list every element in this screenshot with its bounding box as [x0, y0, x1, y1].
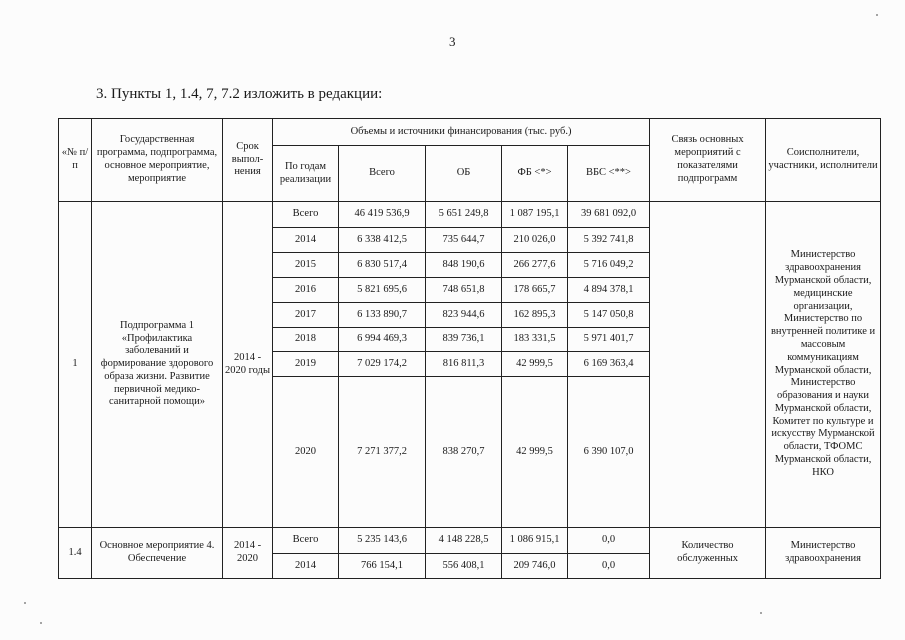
row1-fb: 42 999,5: [502, 377, 568, 528]
header-link: Связь основных мероприятий с показателями подпрограмм: [650, 119, 766, 202]
row1-year: 2014: [273, 228, 339, 253]
row1-vbs: 4 894 378,1: [568, 278, 650, 303]
row14-total: 5 235 143,6: [339, 528, 426, 554]
row14-num: 1.4: [59, 528, 92, 579]
row1-total: 7 271 377,2: [339, 377, 426, 528]
row1-total: 5 821 695,6: [339, 278, 426, 303]
row14-fb: 1 086 915,1: [502, 528, 568, 554]
row14-vbs: 0,0: [568, 554, 650, 579]
header-by-years: По годам реализации: [273, 146, 339, 202]
row1-coexec: Министерство здравоохранения Мурманской области, медицинские организации, Министерство по внутренней политике и массовым коммуникациям Мурманской области, Министерство образования и науки Мурманской области, Комитет по культуре и искусству Мурманской области, ТФОМС Мурманской области, НКО: [766, 202, 881, 528]
row1-year: 2020: [273, 377, 339, 528]
row1-fb: 210 026,0: [502, 228, 568, 253]
row1-ob: 735 644,7: [426, 228, 502, 253]
row1-fb: 178 665,7: [502, 278, 568, 303]
funding-table: [58, 118, 881, 579]
row14-year: 2014: [273, 554, 339, 579]
scan-speck: [876, 14, 878, 16]
row1-link: [650, 202, 766, 528]
row14-total: 766 154,1: [339, 554, 426, 579]
row1-vbs: 39 681 092,0: [568, 202, 650, 228]
row1-vbs: 6 169 363,4: [568, 352, 650, 377]
header-ob: ОБ: [426, 146, 502, 202]
row1-vbs: 5 392 741,8: [568, 228, 650, 253]
header-term: Срок выпол-нения: [223, 119, 273, 202]
row1-vbs: 5 147 050,8: [568, 303, 650, 328]
row14-year: Всего: [273, 528, 339, 554]
row1-term: 2014 - 2020 годы: [223, 202, 273, 528]
row14-vbs: 0,0: [568, 528, 650, 554]
row14-coexec: Министерство здравоохранения: [766, 528, 881, 579]
row1-fb: 1 087 195,1: [502, 202, 568, 228]
row1-total: 46 419 536,9: [339, 202, 426, 228]
header-fb: ФБ <*>: [502, 146, 568, 202]
row14-link: Количество обслуженных: [650, 528, 766, 579]
row1-ob: 838 270,7: [426, 377, 502, 528]
row1-year: 2015: [273, 253, 339, 278]
row14-ob: 556 408,1: [426, 554, 502, 579]
row1-total: 7 029 174,2: [339, 352, 426, 377]
row1-ob: 5 651 249,8: [426, 202, 502, 228]
row1-vbs: 6 390 107,0: [568, 377, 650, 528]
table-row: [59, 202, 881, 228]
row1-fb: 266 277,6: [502, 253, 568, 278]
header-total: Всего: [339, 146, 426, 202]
header-funding: Объемы и источники финансирования (тыс. руб.): [273, 119, 650, 146]
header-program: Государственная программа, подпрограмма, основное мероприятие, мероприятие: [92, 119, 223, 202]
scan-speck: [40, 622, 42, 624]
row1-ob: 823 944,6: [426, 303, 502, 328]
row1-ob: 848 190,6: [426, 253, 502, 278]
row1-total: 6 830 517,4: [339, 253, 426, 278]
row1-vbs: 5 971 401,7: [568, 328, 650, 352]
row1-vbs: 5 716 049,2: [568, 253, 650, 278]
table-row: [59, 528, 881, 554]
section-heading: 3. Пункты 1, 1.4, 7, 7.2 изложить в редакции:: [96, 86, 383, 102]
row1-total: 6 338 412,5: [339, 228, 426, 253]
scan-speck: [760, 612, 762, 614]
row1-fb: 162 895,3: [502, 303, 568, 328]
row1-ob: 748 651,8: [426, 278, 502, 303]
header-vbs: ВБС <**>: [568, 146, 650, 202]
row1-year: 2016: [273, 278, 339, 303]
row14-program: Основное мероприятие 4. Обеспечение: [92, 528, 223, 579]
row1-year: Всего: [273, 202, 339, 228]
page-number: 3: [449, 34, 456, 49]
row1-fb: 183 331,5: [502, 328, 568, 352]
row1-ob: 839 736,1: [426, 328, 502, 352]
header-num: «№ п/п: [59, 119, 92, 202]
row1-year: 2019: [273, 352, 339, 377]
row1-num: 1: [59, 202, 92, 528]
row1-year: 2018: [273, 328, 339, 352]
row1-year: 2017: [273, 303, 339, 328]
scan-speck: [24, 602, 26, 604]
row1-program: Подпрограмма 1 «Профилактика заболеваний и формирование здорового образа жизни. Развитие первичной медико-санитарной помощи»: [92, 202, 223, 528]
row14-term: 2014 - 2020: [223, 528, 273, 579]
row1-ob: 816 811,3: [426, 352, 502, 377]
row1-total: 6 994 469,3: [339, 328, 426, 352]
row14-ob: 4 148 228,5: [426, 528, 502, 554]
row14-fb: 209 746,0: [502, 554, 568, 579]
row1-total: 6 133 890,7: [339, 303, 426, 328]
header-coexec: Соисполнители, участники, исполнители: [766, 119, 881, 202]
row1-fb: 42 999,5: [502, 352, 568, 377]
